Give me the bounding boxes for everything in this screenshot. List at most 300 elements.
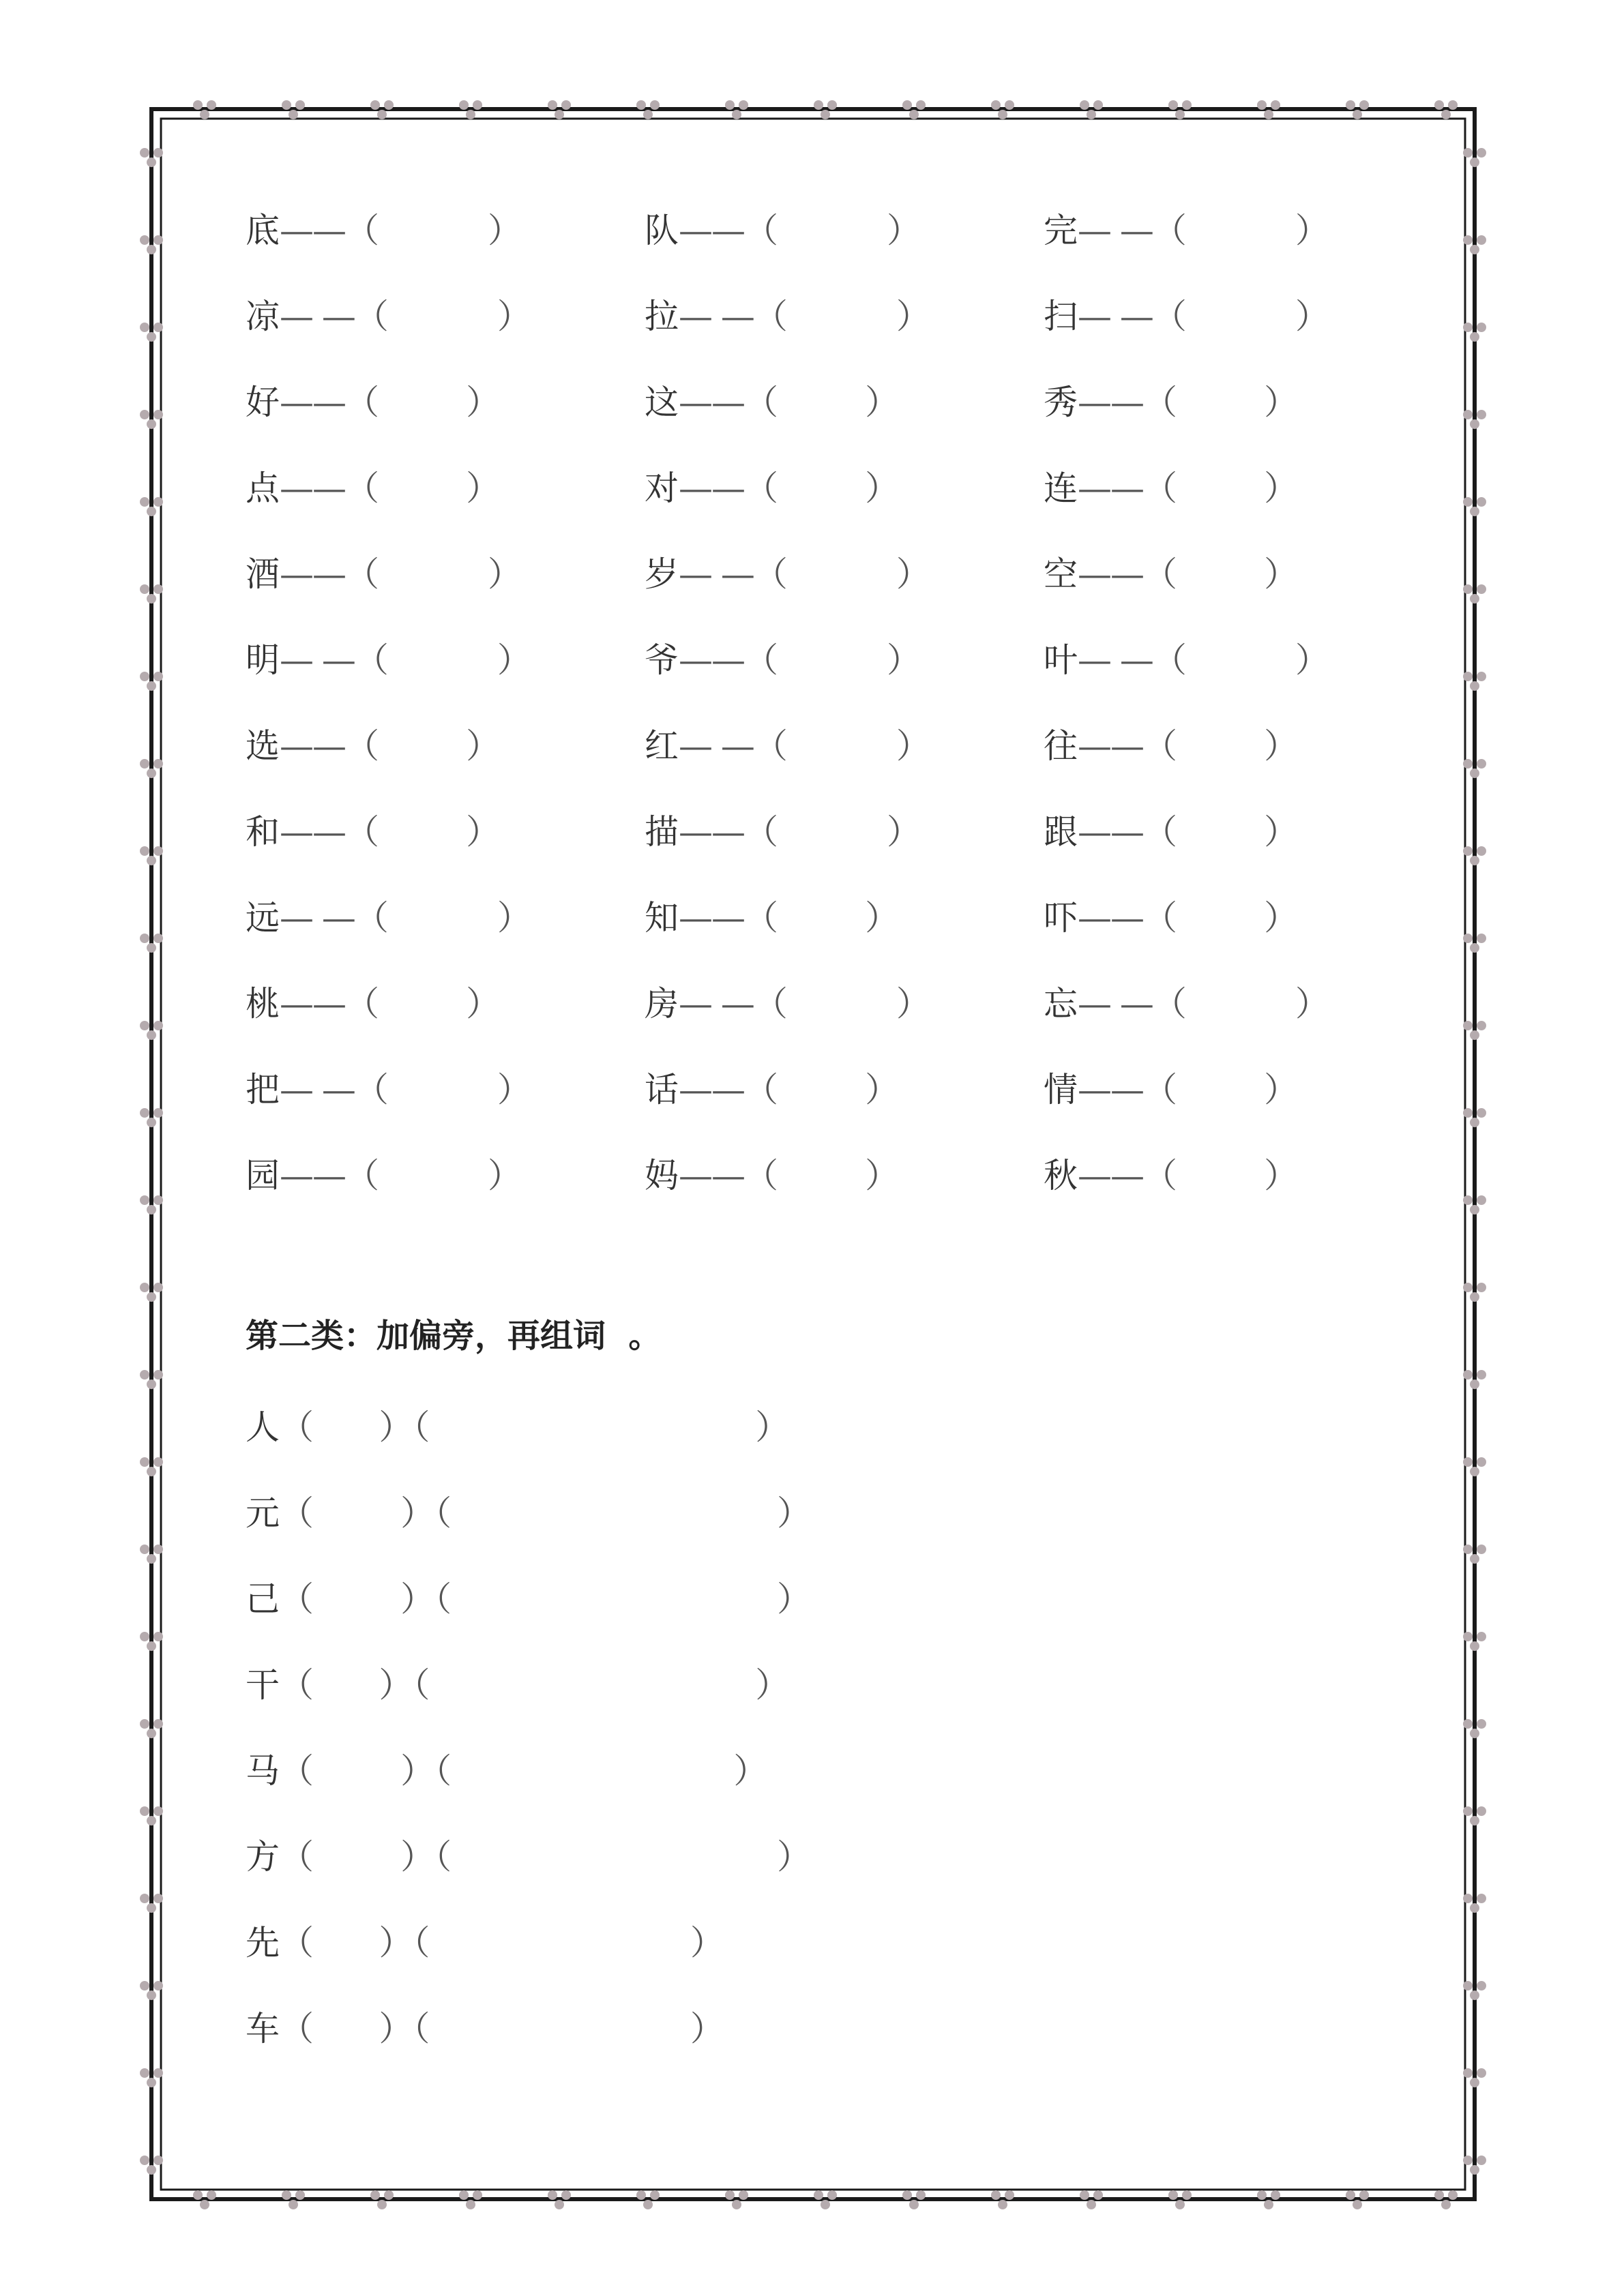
- border-dot: [1477, 1195, 1486, 1205]
- close-paren: ）: [379, 1665, 413, 1705]
- border-dot: [153, 1370, 163, 1380]
- radical-row: [246, 1659, 811, 1745]
- border-dot: [1477, 235, 1486, 245]
- border-dot: [140, 1719, 149, 1729]
- answer-blank[interactable]: [1177, 898, 1264, 938]
- answer-blank[interactable]: [788, 984, 896, 1024]
- dash-separator: — —: [1078, 984, 1153, 1024]
- open-paren: （: [1143, 726, 1177, 766]
- open-paren: （: [434, 1837, 452, 1877]
- border-dot: [147, 943, 156, 953]
- open-paren: （: [354, 297, 389, 336]
- border-dot: [1470, 1641, 1479, 1651]
- border-dot: [1477, 1545, 1486, 1554]
- new-character-blank[interactable]: [314, 1493, 400, 1533]
- base-character: 对: [645, 468, 679, 508]
- border-dot: [1182, 100, 1192, 110]
- close-paren: ）: [379, 1407, 413, 1447]
- word-item: [645, 1064, 899, 1116]
- border-dot: [147, 1118, 156, 1127]
- answer-blank[interactable]: [778, 812, 887, 852]
- close-paren: ）: [1264, 898, 1299, 938]
- new-character-blank[interactable]: [314, 1407, 379, 1447]
- close-paren: ）: [755, 1407, 790, 1447]
- base-character: 车: [246, 2009, 280, 2048]
- close-paren: ）: [690, 2009, 724, 2048]
- open-paren: （: [280, 1751, 314, 1791]
- border-dot: [140, 1195, 149, 1205]
- border-dot: [650, 2190, 660, 2200]
- dash-separator: — —: [679, 297, 754, 336]
- answer-blank[interactable]: [389, 297, 497, 336]
- close-paren: ）: [886, 640, 921, 680]
- dash-separator: ——: [1078, 1070, 1143, 1109]
- word-item: [645, 806, 921, 858]
- close-paren: ）: [400, 1493, 435, 1533]
- border-dot: [1441, 2200, 1451, 2209]
- grid-row: [246, 205, 1473, 290]
- base-character: 马: [246, 1751, 280, 1791]
- base-character: 凉: [246, 297, 280, 336]
- open-paren: （: [744, 898, 778, 938]
- border-dot: [147, 1903, 156, 1913]
- word-item: [246, 290, 531, 342]
- open-paren: （: [354, 640, 389, 680]
- answer-blank[interactable]: [1177, 726, 1264, 766]
- word-item: [1044, 1150, 1298, 1202]
- open-paren: （: [1152, 984, 1187, 1024]
- border-dot: [1477, 1283, 1486, 1292]
- border-dot: [200, 110, 209, 119]
- answer-blank[interactable]: [1177, 554, 1264, 594]
- border-dot: [1463, 2068, 1473, 2078]
- border-dot: [140, 1108, 149, 1118]
- border-dot: [153, 148, 163, 158]
- word-item: [1044, 978, 1329, 1030]
- open-paren: （: [1143, 812, 1177, 852]
- border-dot: [555, 110, 564, 119]
- base-character: 己: [246, 1579, 280, 1619]
- close-paren: ）: [776, 1579, 811, 1619]
- border-dot: [147, 245, 156, 254]
- answer-blank[interactable]: [1177, 812, 1264, 852]
- close-paren: ）: [865, 898, 900, 938]
- dash-separator: ——: [679, 640, 744, 680]
- answer-blank[interactable]: [389, 1070, 497, 1109]
- word-item: [1044, 1064, 1298, 1116]
- word-item: [645, 720, 930, 772]
- answer-blank[interactable]: [778, 468, 865, 508]
- border-dot: [732, 2200, 741, 2209]
- word-blank[interactable]: [452, 1493, 777, 1533]
- dash-separator: ——: [280, 1156, 345, 1195]
- answer-blank[interactable]: [379, 984, 466, 1024]
- new-character-blank[interactable]: [314, 1837, 400, 1877]
- border-dot: [1175, 110, 1185, 119]
- open-paren: （: [744, 1070, 778, 1109]
- grid-row: [246, 290, 1473, 376]
- close-paren: ）: [1295, 984, 1329, 1024]
- border-dot: [1477, 759, 1486, 769]
- border-dot: [814, 2190, 823, 2200]
- close-paren: ）: [776, 1493, 811, 1533]
- word-item: [645, 1150, 899, 1202]
- border-dot: [147, 1816, 156, 1825]
- base-character: 描: [645, 812, 679, 852]
- border-dot: [207, 100, 216, 110]
- answer-blank[interactable]: [379, 383, 466, 422]
- open-paren: （: [753, 297, 788, 336]
- border-dot: [153, 584, 163, 594]
- border-dot: [153, 672, 163, 681]
- dash-separator: — —: [280, 898, 355, 938]
- close-paren: ）: [497, 640, 531, 680]
- word-item: [246, 205, 522, 256]
- new-character-blank[interactable]: [314, 2009, 379, 2048]
- close-paren: ）: [400, 1837, 435, 1877]
- close-paren: ）: [379, 1923, 413, 1963]
- word-item: [246, 806, 500, 858]
- border-dot: [1477, 148, 1486, 158]
- open-paren: （: [413, 1407, 430, 1447]
- word-blank[interactable]: [452, 1751, 733, 1791]
- close-paren: ）: [865, 468, 900, 508]
- border-dot: [1470, 1380, 1479, 1389]
- open-paren: （: [280, 1923, 314, 1963]
- word-blank[interactable]: [452, 1837, 777, 1877]
- close-paren: ）: [1264, 726, 1299, 766]
- open-paren: （: [413, 1923, 430, 1963]
- radical-row: [246, 1917, 811, 2003]
- border-dot: [902, 100, 912, 110]
- answer-blank[interactable]: [778, 640, 887, 680]
- border-dot: [153, 2156, 163, 2165]
- border-dot: [153, 410, 163, 419]
- answer-blank[interactable]: [788, 297, 896, 336]
- border-dot: [814, 100, 823, 110]
- close-paren: ）: [497, 1070, 531, 1109]
- border-dot: [1093, 2190, 1103, 2200]
- border-dot: [140, 323, 149, 332]
- close-paren: ）: [896, 297, 930, 336]
- answer-blank[interactable]: [788, 726, 896, 766]
- dash-separator: — —: [679, 726, 754, 766]
- dash-separator: ——: [280, 812, 345, 852]
- border-dot: [1477, 323, 1486, 332]
- close-paren: ）: [487, 1156, 522, 1195]
- open-paren: （: [1152, 640, 1187, 680]
- base-character: 跟: [1044, 812, 1078, 852]
- open-paren: （: [280, 1493, 314, 1533]
- dash-separator: ——: [1078, 1156, 1143, 1195]
- answer-blank[interactable]: [778, 383, 865, 422]
- border-dot: [153, 1545, 163, 1554]
- border-dot: [140, 934, 149, 943]
- border-dot: [1463, 1632, 1473, 1641]
- word-item: [1044, 462, 1298, 514]
- border-dot: [1470, 2078, 1479, 2087]
- answer-blank[interactable]: [379, 554, 488, 594]
- base-character: 往: [1044, 726, 1078, 766]
- border-dot: [1080, 100, 1089, 110]
- border-dot: [643, 2200, 653, 2209]
- border-dot: [1257, 2190, 1267, 2200]
- base-character: 连: [1044, 468, 1078, 508]
- border-dot: [1463, 1545, 1473, 1554]
- border-dot: [1005, 100, 1014, 110]
- open-paren: （: [434, 1493, 452, 1533]
- border-dot: [725, 2190, 735, 2200]
- close-paren: ）: [1264, 383, 1299, 422]
- new-character-blank[interactable]: [314, 1579, 400, 1619]
- dash-separator: ——: [280, 726, 345, 766]
- border-dot: [1463, 1719, 1473, 1729]
- word-item: [1044, 376, 1298, 428]
- answer-blank[interactable]: [1187, 984, 1295, 1024]
- answer-blank[interactable]: [1177, 383, 1264, 422]
- close-paren: ）: [400, 1579, 435, 1619]
- base-character: 和: [246, 812, 280, 852]
- border-dot: [147, 1205, 156, 1214]
- new-character-blank[interactable]: [314, 1751, 400, 1791]
- answer-blank[interactable]: [1177, 1070, 1264, 1109]
- open-paren: （: [413, 2009, 430, 2048]
- border-dot: [153, 1632, 163, 1641]
- word-item: [645, 892, 899, 944]
- close-paren: ）: [466, 468, 501, 508]
- border-dot: [140, 1457, 149, 1467]
- open-paren: （: [345, 812, 379, 852]
- close-paren: ）: [865, 1070, 900, 1109]
- base-character: 情: [1044, 1070, 1078, 1109]
- base-character: 把: [246, 1070, 280, 1109]
- border-dot: [1264, 2200, 1273, 2209]
- grid-row: [246, 376, 1473, 462]
- word-blank[interactable]: [430, 1407, 755, 1447]
- dash-separator: ——: [280, 211, 345, 250]
- border-dot: [140, 1806, 149, 1816]
- base-character: 话: [645, 1070, 679, 1109]
- grid-row: [246, 806, 1473, 892]
- open-paren: （: [744, 383, 778, 422]
- answer-blank[interactable]: [1187, 640, 1295, 680]
- open-paren: （: [280, 1407, 314, 1447]
- dash-separator: ——: [1078, 468, 1143, 508]
- border-dot: [140, 759, 149, 769]
- base-character: 底: [246, 211, 280, 250]
- border-dot: [140, 1894, 149, 1903]
- open-paren: （: [280, 1837, 314, 1877]
- open-paren: （: [744, 468, 778, 508]
- answer-blank[interactable]: [389, 898, 497, 938]
- border-dot: [140, 1370, 149, 1380]
- word-item: [645, 634, 921, 686]
- border-dot: [1477, 934, 1486, 943]
- word-formation-grid: [246, 205, 1473, 1236]
- close-paren: ）: [466, 812, 501, 852]
- base-character: 吓: [1044, 898, 1078, 938]
- base-character: 秋: [1044, 1156, 1078, 1195]
- word-blank[interactable]: [430, 2009, 690, 2048]
- border-dot: [1477, 846, 1486, 856]
- border-dot: [147, 769, 156, 778]
- border-dot: [636, 100, 646, 110]
- new-character-blank[interactable]: [314, 1665, 379, 1705]
- base-character: 方: [246, 1837, 280, 1877]
- answer-blank[interactable]: [778, 1070, 865, 1109]
- border-dot: [827, 100, 837, 110]
- dash-separator: ——: [679, 898, 744, 938]
- border-dot: [1470, 1467, 1479, 1476]
- close-paren: ）: [896, 554, 930, 594]
- grid-row: [246, 720, 1473, 806]
- border-dot: [1463, 1457, 1473, 1467]
- base-character: 秀: [1044, 383, 1078, 422]
- border-dot: [153, 934, 163, 943]
- border-dot: [1463, 1806, 1473, 1816]
- border-dot: [1470, 1554, 1479, 1564]
- border-dot: [1477, 410, 1486, 419]
- dash-separator: — —: [280, 1070, 355, 1109]
- close-paren: ）: [400, 1751, 435, 1791]
- word-blank[interactable]: [430, 1665, 755, 1705]
- border-dot: [147, 1991, 156, 2000]
- close-paren: ）: [466, 984, 501, 1024]
- base-character: 好: [246, 383, 280, 422]
- answer-blank[interactable]: [778, 211, 887, 250]
- border-dot: [295, 100, 305, 110]
- border-dot: [1005, 2190, 1014, 2200]
- open-paren: （: [744, 812, 778, 852]
- border-dot: [1353, 2200, 1362, 2209]
- answer-blank[interactable]: [1177, 1156, 1264, 1195]
- base-character: 岁: [645, 554, 679, 594]
- word-item: [1044, 205, 1329, 256]
- close-paren: ）: [896, 726, 930, 766]
- base-character: 叶: [1044, 640, 1078, 680]
- answer-blank[interactable]: [389, 640, 497, 680]
- border-dot: [147, 1030, 156, 1040]
- open-paren: （: [345, 468, 379, 508]
- close-paren: ）: [865, 1156, 900, 1195]
- close-paren: ）: [865, 383, 900, 422]
- border-dot: [1175, 2200, 1185, 2209]
- base-character: 点: [246, 468, 280, 508]
- answer-blank[interactable]: [1177, 468, 1264, 508]
- base-character: 人: [246, 1407, 280, 1447]
- border-dot: [827, 2190, 837, 2200]
- answer-blank[interactable]: [778, 1156, 865, 1195]
- border-dot: [147, 1554, 156, 1564]
- close-paren: ）: [466, 383, 501, 422]
- answer-blank[interactable]: [788, 554, 896, 594]
- border-dot: [153, 1719, 163, 1729]
- answer-blank[interactable]: [379, 812, 466, 852]
- border-dot: [1463, 1894, 1473, 1903]
- dash-separator: ——: [280, 383, 345, 422]
- border-dot: [1434, 2190, 1444, 2200]
- close-paren: ）: [1295, 211, 1329, 250]
- border-dot: [1477, 1021, 1486, 1030]
- answer-blank[interactable]: [379, 211, 488, 250]
- base-character: 妈: [645, 1156, 679, 1195]
- border-dot: [998, 2200, 1007, 2209]
- close-paren: ）: [1295, 640, 1329, 680]
- border-dot: [1477, 584, 1486, 594]
- border-dot: [193, 2190, 203, 2200]
- border-dot: [147, 2165, 156, 2175]
- word-blank[interactable]: [430, 1923, 690, 1963]
- close-paren: ）: [1295, 297, 1329, 336]
- word-item: [246, 892, 531, 944]
- border-dot: [991, 2190, 1001, 2200]
- base-character: 房: [645, 984, 679, 1024]
- open-paren: （: [744, 211, 778, 250]
- border-dot: [1477, 1632, 1486, 1641]
- border-dot: [739, 2190, 748, 2200]
- answer-blank[interactable]: [379, 726, 466, 766]
- border-dot: [650, 100, 660, 110]
- dash-separator: — —: [1078, 211, 1153, 250]
- answer-blank[interactable]: [1187, 211, 1295, 250]
- new-character-blank[interactable]: [314, 1923, 379, 1963]
- border-dot: [1470, 2165, 1479, 2175]
- border-dot: [459, 2190, 469, 2200]
- dash-separator: ——: [679, 468, 744, 508]
- open-paren: （: [345, 383, 379, 422]
- border-dot: [153, 497, 163, 507]
- border-dot: [147, 1467, 156, 1476]
- base-character: 干: [246, 1665, 280, 1705]
- answer-blank[interactable]: [778, 898, 865, 938]
- border-dot: [1477, 1719, 1486, 1729]
- border-dot: [1477, 672, 1486, 681]
- word-item: [246, 376, 500, 428]
- worksheet-content: [246, 205, 1473, 2048]
- open-paren: （: [753, 554, 788, 594]
- border-dot: [909, 2200, 919, 2209]
- base-character: 远: [246, 898, 280, 938]
- border-dot: [1359, 2190, 1369, 2200]
- border-dot: [1463, 1370, 1473, 1380]
- grid-row: [246, 1064, 1473, 1150]
- open-paren: （: [345, 1156, 379, 1195]
- open-paren: （: [1143, 383, 1177, 422]
- word-item: [246, 720, 500, 772]
- base-character: 队: [645, 211, 679, 250]
- border-dot: [370, 100, 380, 110]
- border-dot: [998, 110, 1007, 119]
- dash-separator: ——: [280, 554, 345, 594]
- answer-blank[interactable]: [379, 1156, 488, 1195]
- word-blank[interactable]: [452, 1579, 777, 1619]
- close-paren: ）: [487, 554, 522, 594]
- open-paren: （: [345, 984, 379, 1024]
- dash-separator: — —: [280, 297, 355, 336]
- border-dot: [200, 2200, 209, 2209]
- base-character: 空: [1044, 554, 1078, 594]
- grid-row: [246, 462, 1473, 548]
- answer-blank[interactable]: [379, 468, 466, 508]
- border-dot: [140, 1545, 149, 1554]
- answer-blank[interactable]: [1187, 297, 1295, 336]
- open-paren: （: [280, 1579, 314, 1619]
- border-dot: [289, 2200, 298, 2209]
- dash-separator: ——: [679, 383, 744, 422]
- border-dot: [153, 235, 163, 245]
- close-paren: ）: [733, 1751, 768, 1791]
- base-character: 完: [1044, 211, 1078, 250]
